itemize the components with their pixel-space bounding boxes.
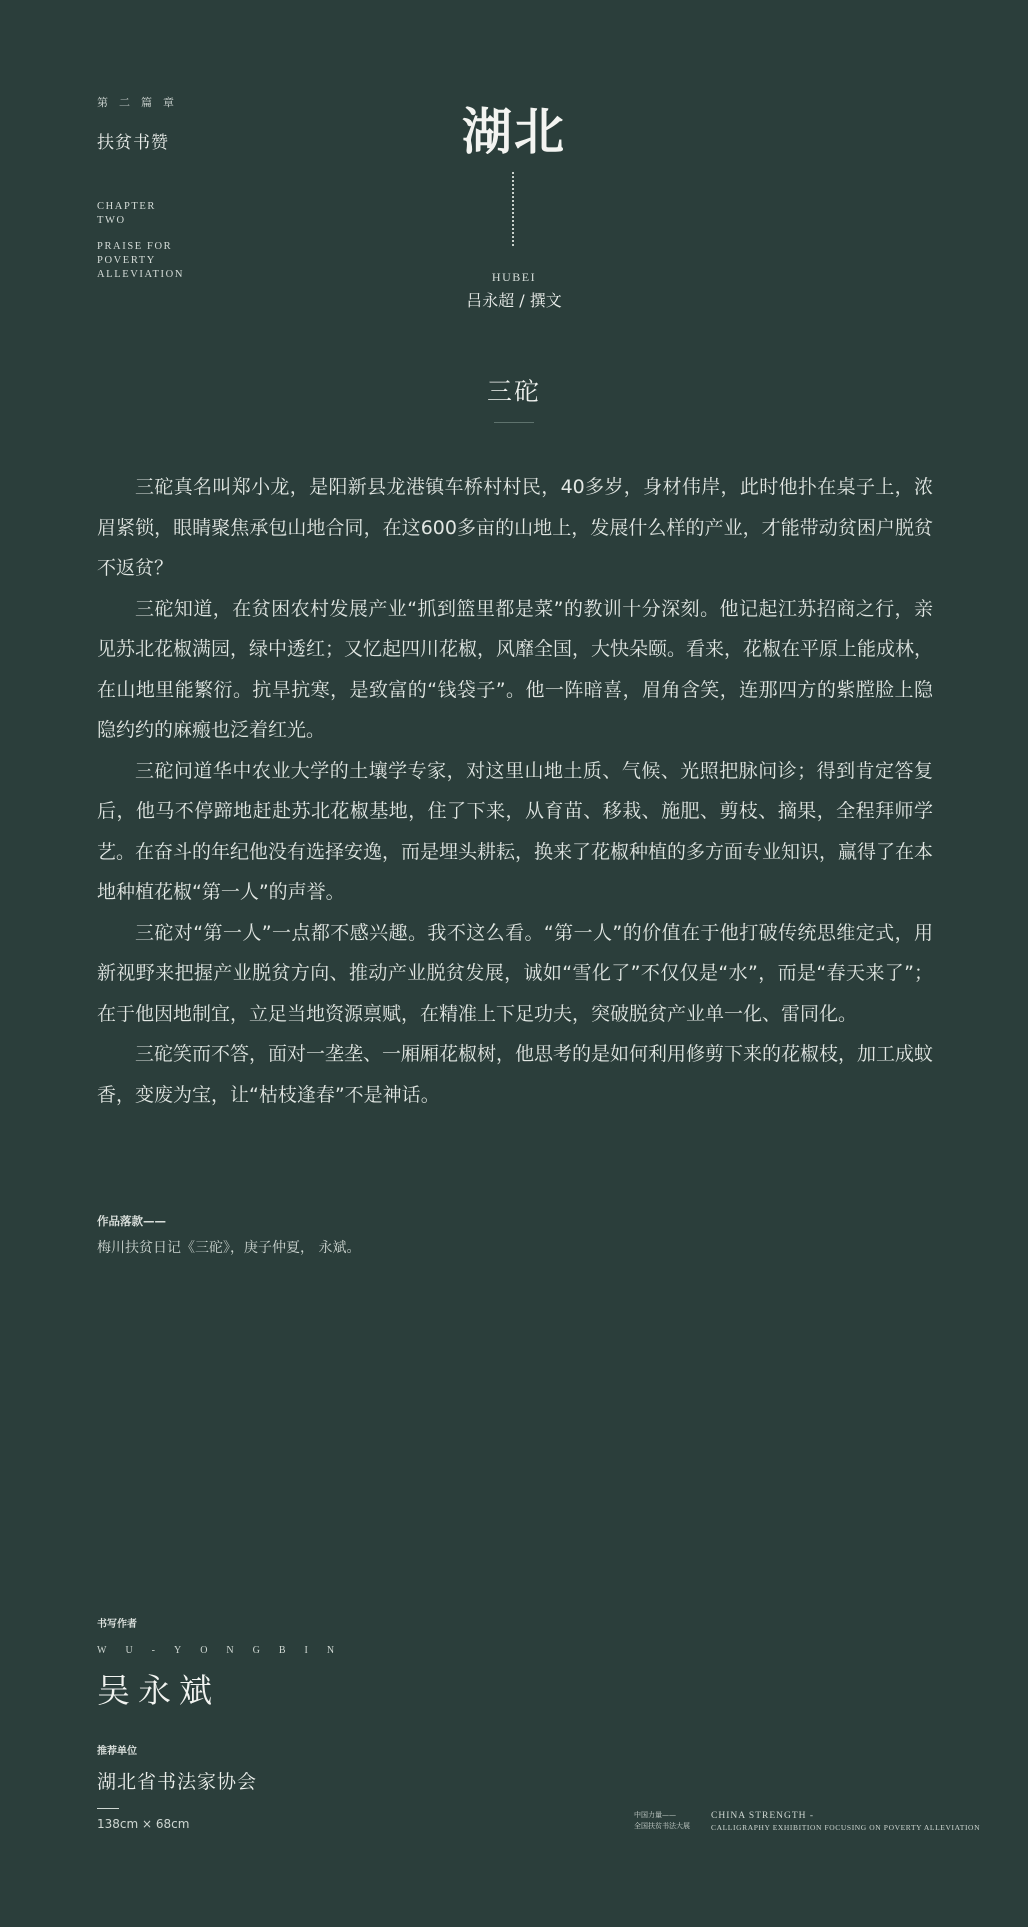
chapter-english-line: TWO [97,215,126,226]
author-label: 书写作者 [97,1619,137,1630]
article-title: 三砣 [486,377,541,406]
chapter-english-line: ALLEVIATION [97,269,184,280]
chapter-english [97,200,156,228]
paragraph: 三砣问道华中农业大学的土壤学专家，对这里山地土质、气候、光照把脉问诊；得到肯定答复后，他马不停蹄地赶赴苏北花椒基地，住了下来，从育苗、移栽、施肥、剪枝、摘果，全程拜师学艺。在奋斗的年纪他没有选择安逸，而是埋头耕耘，换来了花椒种植的多方面专业知识，赢得了在本地种植花椒“第一人”的声誉。 [97,759,934,903]
chapter-english-line: PRAISE FOR [97,241,173,252]
footer-logo-chinese [634,1810,690,1832]
author-english-name: WU-YONGBIN [97,1645,354,1656]
footer-cn-line: 中国力量—— [634,1811,676,1819]
paragraph: 三砣笑而不答，面对一垄垄、一厢厢花椒树，他思考的是如何利用修剪下来的花椒枝，加工成蚊香，变废为宝，让“枯枝逢春”不是神话。 [97,1043,934,1106]
chapter-number: 第二篇章 [97,96,185,109]
article-body [97,467,933,1115]
credit-label: 作品落款—— [97,1214,166,1228]
chapter-english-line: POVERTY [97,255,156,266]
region-title: 湖北 [462,102,566,161]
size-divider [97,1808,119,1809]
author-name: 吴永斌 [97,1671,220,1710]
chapter-english-line: CHAPTER [97,201,157,212]
paragraph: 三砣真名叫郑小龙，是阳新县龙港镇车桥村村民，40多岁，身材伟岸，此时他扑在桌子上，浓眉紧锁，眼睛聚焦承包山地合同，在这600多亩的山地上，发展什么样的产业，才能带动贫困户脱贫不返贫？ [97,476,933,579]
paragraph: 三砣对“第一人”一点都不感兴趣。我不这么看。“第一人”的价值在于他打破传统思维定式，用新视野来把握产业脱贫方向、推动产业脱贫发展，诚如“雪化了”不仅仅是“水”，而是“春天来了”；在于他因地制宜，立足当地资源禀赋，在精准上下足功夫，突破脱贫产业单一化、雷同化。 [97,921,933,1025]
dotted-divider [512,172,516,246]
byline: 吕永超 / 撰文 [466,291,562,310]
credit-text: 梅川扶贫日记《三砣》，庚子仲夏， 永斌。 [97,1240,361,1256]
footer-logo-english [711,1811,980,1833]
footer-en-line: CALLIGRAPHY EXHIBITION FOCUSING ON POVERTY ALLEVIATION [711,1823,981,1832]
region-english: HUBEI [491,270,537,284]
footer-cn-line: 全国扶贫书法大展 [634,1822,690,1830]
paragraph: 三砣知道，在贫困农村发展产业“抓到篮里都是菜”的教训十分深刻。他记起江苏招商之行，亲见苏北花椒满园，绿中透红；又忆起四川花椒，风靡全国，大快朵颐。看来，花椒在平原上能成林，在山地里能繁衍。抗旱抗寒，是致富的“钱袋子”。他一阵暗喜，眉角含笑，连那四方的紫膛脸上隐隐约约的麻瘢也泛着红光。 [97,597,934,741]
unit-name: 湖北省书法家协会 [97,1771,258,1793]
unit-label: 推荐单位 [97,1746,137,1757]
footer-en-line: CHINA STRENGTH - [711,1811,815,1821]
work-size: 138cm × 68cm [97,1817,190,1831]
chapter-title: 扶贫书赞 [97,133,169,153]
title-underline [494,422,534,423]
